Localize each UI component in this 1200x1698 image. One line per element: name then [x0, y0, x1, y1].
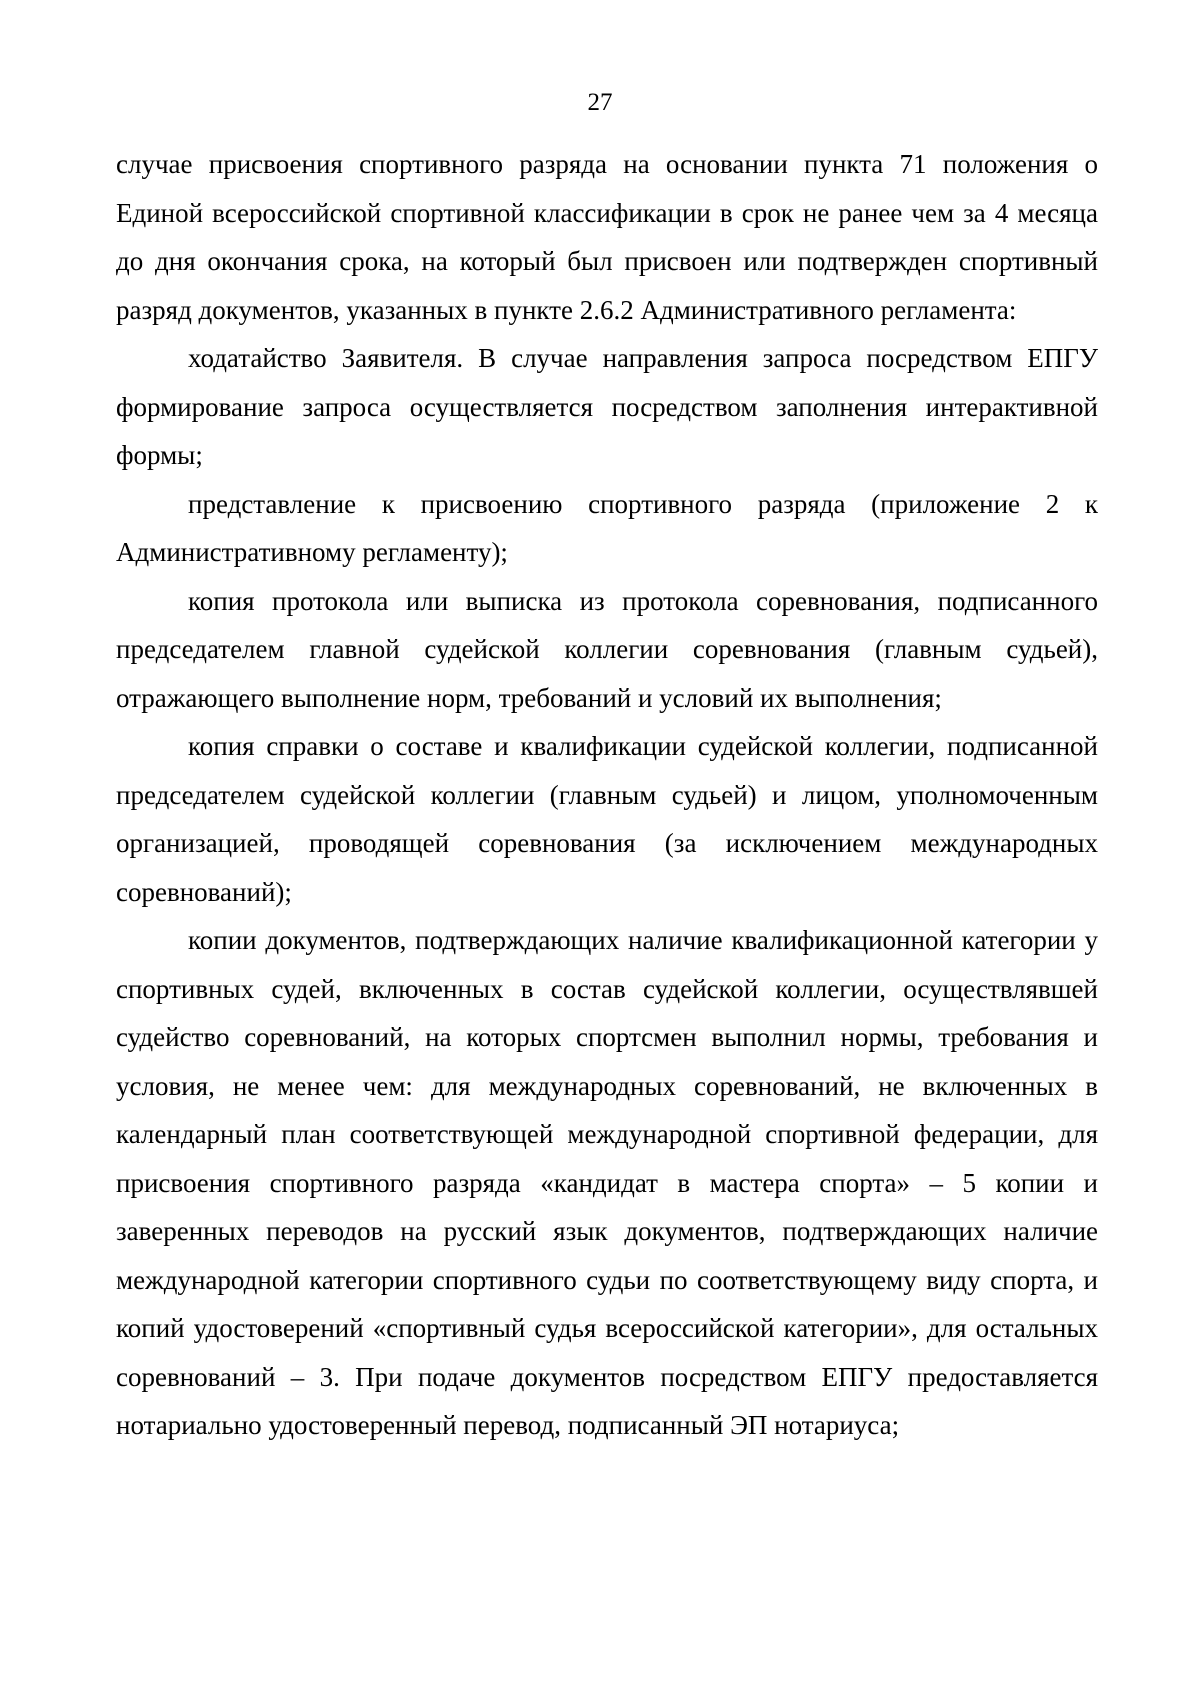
paragraph-protocol-copy: копия протокола или выписка из протокола соревнования, подписанного председателем главной судейской коллегии соревнования (главным судьей), отражающего выполнение норм, требований и условий их выполнения; — [116, 585, 1098, 713]
paragraph-panel-certificate: копия справки о составе и квалификации судейской коллегии, подписанной председателем судейской коллегии (главным судьей) и лицом, уполномоченным организацией, проводящей соревнования (за исключением международных соревнований); — [116, 731, 1098, 907]
page-number: 27 — [587, 89, 613, 116]
paragraph-intro: случае присвоения спортивного разряда на основании пункта 71 положения о Единой всероссийской спортивной классификации в срок не ранее чем за 4 месяца до дня окончания срока, на который был присвоен или подтвержден спортивный разряд документов, указанных в пункте 2.6.2 Административного регламента: — [116, 149, 1098, 325]
document-body — [116, 140, 1098, 1450]
paragraph-petition: ходатайство Заявителя. В случае направления запроса посредством ЕПГУ формирование запроса осуществляется посредством заполнения интерактивной формы; — [116, 343, 1098, 470]
paragraph-judges-documents: копии документов, подтверждающих наличие квалификационной категории у спортивных судей, включенных в состав судейской коллегии, осуществлявшей судейство соревнований, на которых спортсмен выполнил нормы, требования и условия, не менее чем: для международных соревнований, не включенных в календарный план соответствующей международной спортивной федерации, для присвоения спортивного разряда «кандидат в мастера спорта» – 5 копии и заверенных переводов на русский язык документов, подтверждающих наличие международной категории спортивного судьи по соответствующему виду спорта, и копий удостоверений «спортивный судья всероссийской категории», для остальных соревнований – 3. При подаче документов посредством ЕПГУ предоставляется нотариально удостоверенный перевод, подписанный ЭП нотариуса; — [116, 925, 1098, 1440]
paragraph-nomination: представление к присвоению спортивного разряда (приложение 2 к Административному регламенту); — [116, 488, 1098, 567]
